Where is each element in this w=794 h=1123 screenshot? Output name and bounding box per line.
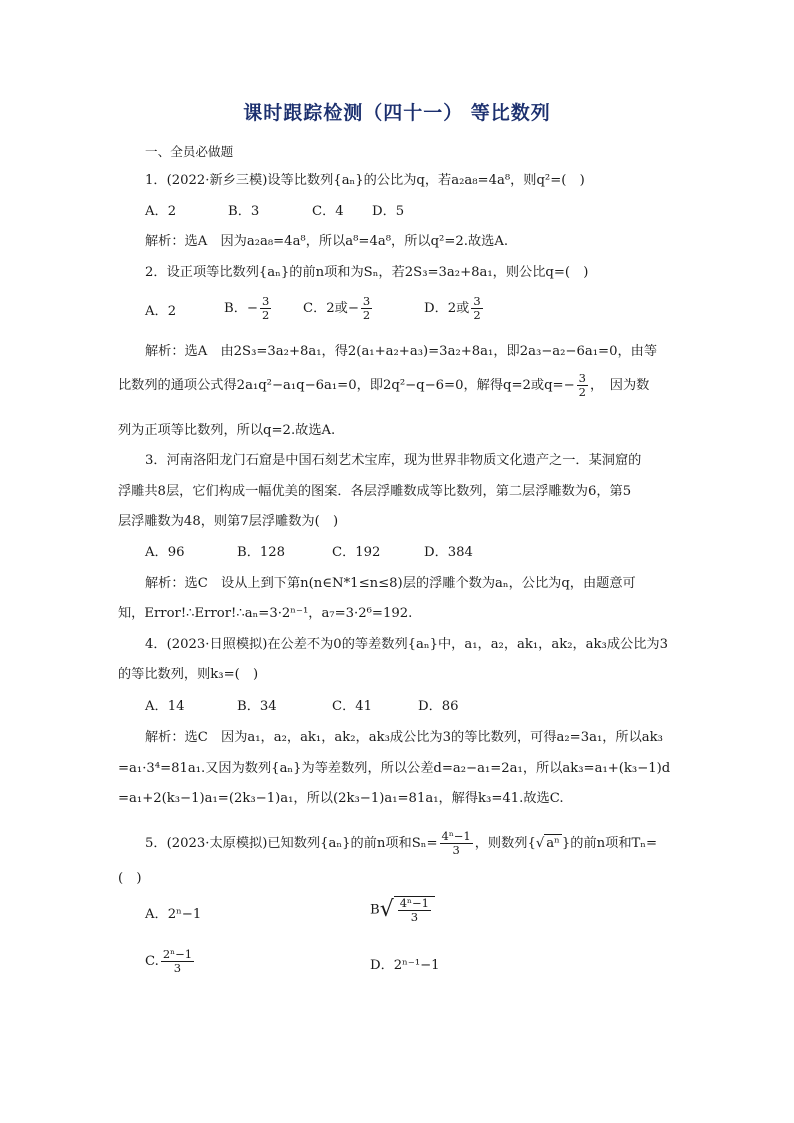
q4-option-c: C．41 — [332, 699, 373, 714]
q4-option-a: A．14 — [145, 699, 185, 714]
fraction-numerator: 3 — [578, 371, 586, 385]
radical-sign-icon: √ — [379, 897, 394, 922]
fraction-numerator: 3 — [473, 294, 481, 308]
q1-option-c: C．4 — [312, 204, 344, 219]
square-root — [380, 896, 435, 924]
q4-solution-line-2: =a₁·3⁴=81a₁.又因为数列{aₙ}为等差数列，所以公差d=a₂−a₁=2a₁，所以ak₃=a₁+(k₃−1)d — [118, 761, 671, 776]
q5-option-c — [145, 948, 196, 975]
radicand: aⁿ — [546, 836, 560, 851]
q2-option-d — [424, 295, 485, 322]
q5-stem-text-mid: ，则数列{ — [474, 836, 536, 851]
q2-solution-line-1: 解析：选A 由2S₃=3a₂+8a₁，得2(a₁+a₂+a₃)=3a₂+8a₁，即2a₃−a₂−6a₁=0，由等 — [145, 344, 658, 359]
q1-option-b: B．3 — [228, 204, 260, 219]
fraction-denominator: 3 — [452, 843, 460, 857]
section-heading: 一、全员必做题 — [145, 144, 234, 159]
q5-option-c-prefix: C. — [145, 954, 159, 969]
q3-solution-line-2: 知，Error!∴Error!∴aₙ=3·2ⁿ⁻¹，a₇=3·2⁶=192. — [118, 606, 413, 621]
q3-solution-line-1: 解析：选C 设从上到下第n(n∈N*1≤n≤8)层的浮雕个数为aₙ，公比为q，由题意可 — [145, 576, 636, 591]
page-title: 课时跟踪检测（四十一） 等比数列 — [243, 102, 551, 124]
q1-solution: 解析：选A 因为a₂a₈=4a⁸，所以a⁸=4a⁸，所以q²=2.故选A. — [145, 234, 509, 249]
q5-option-d: D．2ⁿ⁻¹−1 — [370, 958, 440, 973]
fraction-numerator: 2ⁿ−1 — [162, 947, 193, 961]
fraction-numerator: 4ⁿ−1 — [441, 829, 471, 843]
fraction-denominator: 2 — [578, 385, 586, 399]
q4-stem-line-2: 的等比数列，则k₃=( ) — [118, 667, 259, 682]
q1-stem: 1．(2022·新乡三模)设等比数列{aₙ}的公比为q，若a₂a₈=4a⁸，则q²=( ) — [145, 173, 585, 188]
q2-solution-line-3: 列为正项等比数列，所以q=2.故选A. — [118, 423, 336, 438]
q4-stem-line-1: 4．(2023·日照模拟)在公差不为0的等差数列{aₙ}中，a₁，a₂，ak₁，ak₂，ak₃成公比为3 — [145, 637, 668, 652]
fraction-numerator: 3 — [362, 294, 371, 308]
fraction — [361, 295, 372, 322]
q2-solution-line-2 — [118, 372, 649, 399]
q3-stem-line-1: 3．河南洛阳龙门石窟是中国石刻艺术宝库，现为世界非物质文化遗产之一．某洞窟的 — [145, 453, 642, 468]
q3-stem-line-2: 浮雕共8层，它们构成一幅优美的图案．各层浮雕数成等比数列，第二层浮雕数为6，第5 — [118, 484, 632, 499]
q3-option-d: D．384 — [424, 545, 473, 560]
fraction — [398, 897, 431, 924]
fraction-denominator: 3 — [173, 961, 182, 975]
fraction — [577, 372, 588, 399]
q2-option-c — [303, 295, 374, 322]
fraction — [471, 295, 482, 322]
q5-option-b — [370, 896, 435, 924]
fraction — [260, 295, 271, 322]
q4-solution-line-1: 解析：选C 因为a₁，a₂，ak₁，ak₂，ak₃成公比为3的等比数列，可得a₂=3a₁，所以ak₃ — [145, 730, 663, 745]
radicand — [394, 896, 435, 924]
fraction-numerator: 3 — [261, 294, 270, 308]
q5-option-b-prefix: B — [370, 902, 380, 918]
q3-option-c: C．192 — [332, 545, 381, 560]
q2-option-a: A．2 — [145, 304, 177, 319]
q4-solution-line-3: =a₁+2(k₃−1)a₁=(2k₃−1)a₁，所以(2k₃−1)a₁=81a₁，解得k₃=41.故选C. — [118, 791, 564, 806]
q1-option-a: A．2 — [145, 204, 177, 219]
q2-option-b-prefix: B．− — [224, 301, 258, 316]
q2-solution-text-end: ， 因为数 — [590, 378, 650, 393]
q2-solution-text: 比数列的通项公式得2a₁q²−a₁q−6a₁=0，即2q²−q−6=0，解得q=2或q=− — [118, 378, 575, 393]
q5-option-a: A．2ⁿ−1 — [145, 907, 202, 922]
q1-option-d: D．5 — [372, 204, 405, 219]
q2-option-c-prefix: C．2或− — [303, 301, 359, 316]
fraction-denominator: 2 — [261, 308, 270, 322]
q4-option-b: B．34 — [237, 699, 277, 714]
fraction-numerator: 4ⁿ−1 — [399, 896, 429, 910]
square-root — [536, 834, 562, 853]
fraction — [161, 948, 194, 975]
q5-stem-line-2: ( ) — [118, 871, 142, 886]
fraction-denominator: 3 — [410, 910, 419, 924]
q2-option-d-prefix: D．2或 — [424, 301, 470, 316]
q3-option-b: B．128 — [237, 545, 286, 560]
radical-sign-icon: √ — [535, 835, 545, 851]
q3-stem-line-3: 层浮雕数为48，则第7层浮雕数为( ) — [118, 514, 339, 529]
fraction-denominator: 2 — [473, 308, 481, 322]
q4-option-d: D．86 — [418, 699, 459, 714]
fraction — [440, 830, 473, 857]
q3-option-a: A．96 — [145, 545, 185, 560]
q5-stem-text: 5．(2023·太原模拟)已知数列{aₙ}的前n项和Sₙ= — [145, 836, 438, 851]
q2-option-b — [224, 295, 273, 322]
q5-stem-line-1 — [145, 830, 657, 857]
fraction-denominator: 2 — [362, 308, 371, 322]
q5-stem-text-end: }的前n项和Tₙ= — [561, 836, 658, 851]
q2-stem: 2．设正项等比数列{aₙ}的前n项和为Sₙ，若2S₃=3a₂+8a₁，则公比q=( ) — [145, 265, 589, 280]
